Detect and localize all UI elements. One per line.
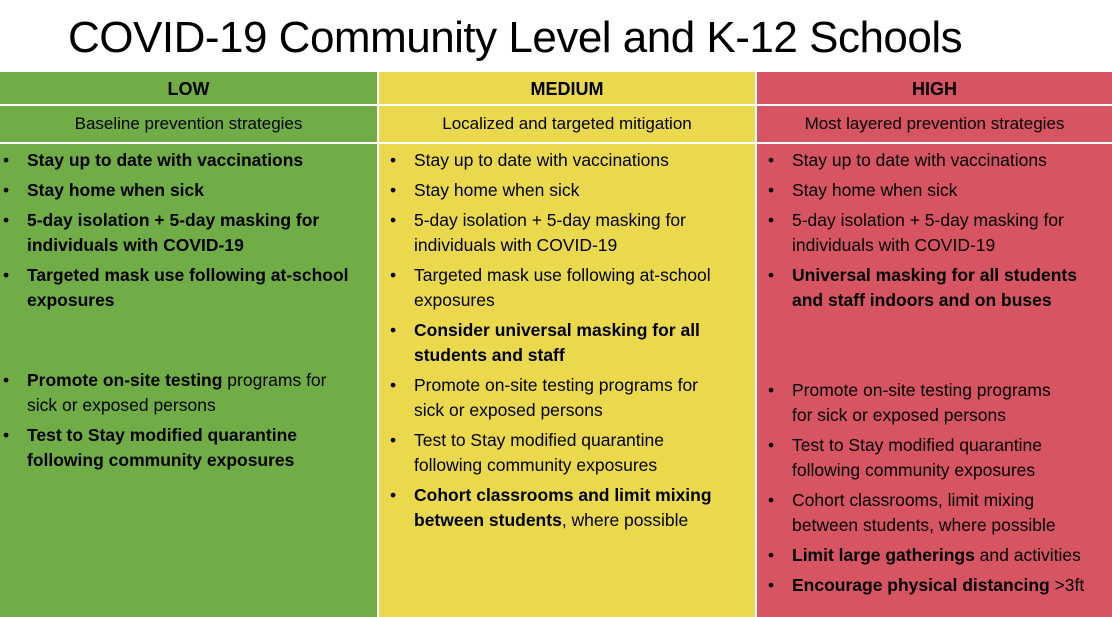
community-level-table bbox=[0, 72, 1112, 617]
strategy-list-low bbox=[0, 144, 379, 617]
strategy-list-medium bbox=[379, 144, 757, 617]
strategy-item bbox=[792, 208, 1064, 258]
strategy-text: exposures bbox=[27, 290, 115, 310]
strategy-item bbox=[27, 208, 319, 258]
strategy-item bbox=[414, 373, 698, 423]
strategy-item bbox=[414, 483, 712, 533]
level-subtitle-high: Most layered prevention strategies bbox=[757, 106, 1112, 144]
strategy-text: Consider universal masking for all bbox=[414, 320, 700, 340]
strategy-text: Targeted mask use following at-school bbox=[414, 265, 711, 285]
strategy-item bbox=[792, 263, 1077, 313]
strategy-text: 5-day isolation + 5-day masking for bbox=[414, 210, 686, 230]
strategy-text: Stay home when sick bbox=[792, 180, 958, 200]
strategy-item bbox=[27, 148, 303, 173]
strategy-text: following community exposures bbox=[27, 450, 295, 470]
strategy-text: individuals with COVID-19 bbox=[27, 235, 244, 255]
strategy-text: Promote on-site testing programs bbox=[792, 380, 1051, 400]
strategy-item bbox=[27, 263, 349, 313]
strategy-text: following community exposures bbox=[414, 455, 658, 475]
strategy-text: sick or exposed persons bbox=[27, 395, 216, 415]
strategy-text: for sick or exposed persons bbox=[792, 405, 1006, 425]
strategy-item bbox=[414, 263, 711, 313]
strategy-item bbox=[414, 148, 669, 173]
column-high bbox=[757, 72, 1112, 617]
strategy-text: Cohort classrooms and limit mixing bbox=[414, 485, 712, 505]
strategy-text: individuals with COVID-19 bbox=[792, 235, 996, 255]
strategy-text: exposures bbox=[414, 290, 495, 310]
strategy-text: Promote on-site testing bbox=[27, 370, 223, 390]
strategy-text: students and staff bbox=[414, 345, 565, 365]
strategy-text: following community exposures bbox=[792, 460, 1036, 480]
strategy-text: programs for bbox=[222, 370, 327, 390]
strategy-item bbox=[792, 148, 1047, 173]
strategy-item bbox=[414, 318, 700, 368]
strategy-text: Limit large gatherings bbox=[792, 545, 975, 565]
level-header-low: LOW bbox=[0, 72, 379, 106]
strategy-list-high bbox=[757, 144, 1112, 617]
strategy-text: Stay up to date with vaccinations bbox=[414, 150, 669, 170]
strategy-item bbox=[414, 208, 686, 258]
strategy-text: Promote on-site testing programs for bbox=[414, 375, 699, 395]
strategy-text: Cohort classrooms, limit mixing bbox=[792, 490, 1035, 510]
strategy-text: individuals with COVID-19 bbox=[414, 235, 618, 255]
strategy-text: Stay home when sick bbox=[414, 180, 580, 200]
column-medium bbox=[379, 72, 757, 617]
strategy-item bbox=[414, 428, 664, 478]
strategy-text: between students bbox=[414, 510, 562, 530]
strategy-text: Stay up to date with vaccinations bbox=[27, 150, 304, 170]
strategy-item bbox=[792, 178, 957, 203]
strategy-text: sick or exposed persons bbox=[414, 400, 603, 420]
strategy-item bbox=[792, 573, 1084, 598]
strategy-text: between students, where possible bbox=[792, 515, 1056, 535]
strategy-item bbox=[792, 378, 1051, 428]
strategy-text: 5-day isolation + 5-day masking for bbox=[792, 210, 1064, 230]
column-low bbox=[0, 72, 379, 617]
strategy-item bbox=[792, 543, 1081, 568]
strategy-text: Stay up to date with vaccinations bbox=[792, 150, 1047, 170]
level-header-medium: MEDIUM bbox=[379, 72, 757, 106]
strategy-item bbox=[27, 178, 204, 203]
strategy-text: , where possible bbox=[561, 510, 689, 530]
strategy-item bbox=[27, 423, 297, 473]
strategy-item bbox=[27, 368, 327, 418]
page-title: COVID-19 Community Level and K-12 Schools bbox=[68, 13, 963, 62]
strategy-item bbox=[792, 488, 1056, 538]
strategy-text: and staff indoors and on buses bbox=[792, 290, 1052, 310]
strategy-text: 5-day isolation + 5-day masking for bbox=[27, 210, 320, 230]
level-header-high: HIGH bbox=[757, 72, 1112, 106]
strategy-text: Targeted mask use following at-school bbox=[27, 265, 349, 285]
level-subtitle-medium: Localized and targeted mitigation bbox=[379, 106, 757, 144]
strategy-text: >3ft bbox=[1049, 575, 1085, 595]
strategy-text: Test to Stay modified quarantine bbox=[792, 435, 1043, 455]
level-subtitle-low: Baseline prevention strategies bbox=[0, 106, 379, 144]
strategy-text: Test to Stay modified quarantine bbox=[27, 425, 297, 445]
strategy-text: Universal masking for all students bbox=[792, 265, 1077, 285]
strategy-text: and activities bbox=[974, 545, 1081, 565]
strategy-text: Encourage physical distancing bbox=[792, 575, 1050, 595]
strategy-text: Test to Stay modified quarantine bbox=[414, 430, 665, 450]
strategy-item bbox=[414, 178, 579, 203]
strategy-text: Stay home when sick bbox=[27, 180, 205, 200]
strategy-item bbox=[792, 433, 1042, 483]
